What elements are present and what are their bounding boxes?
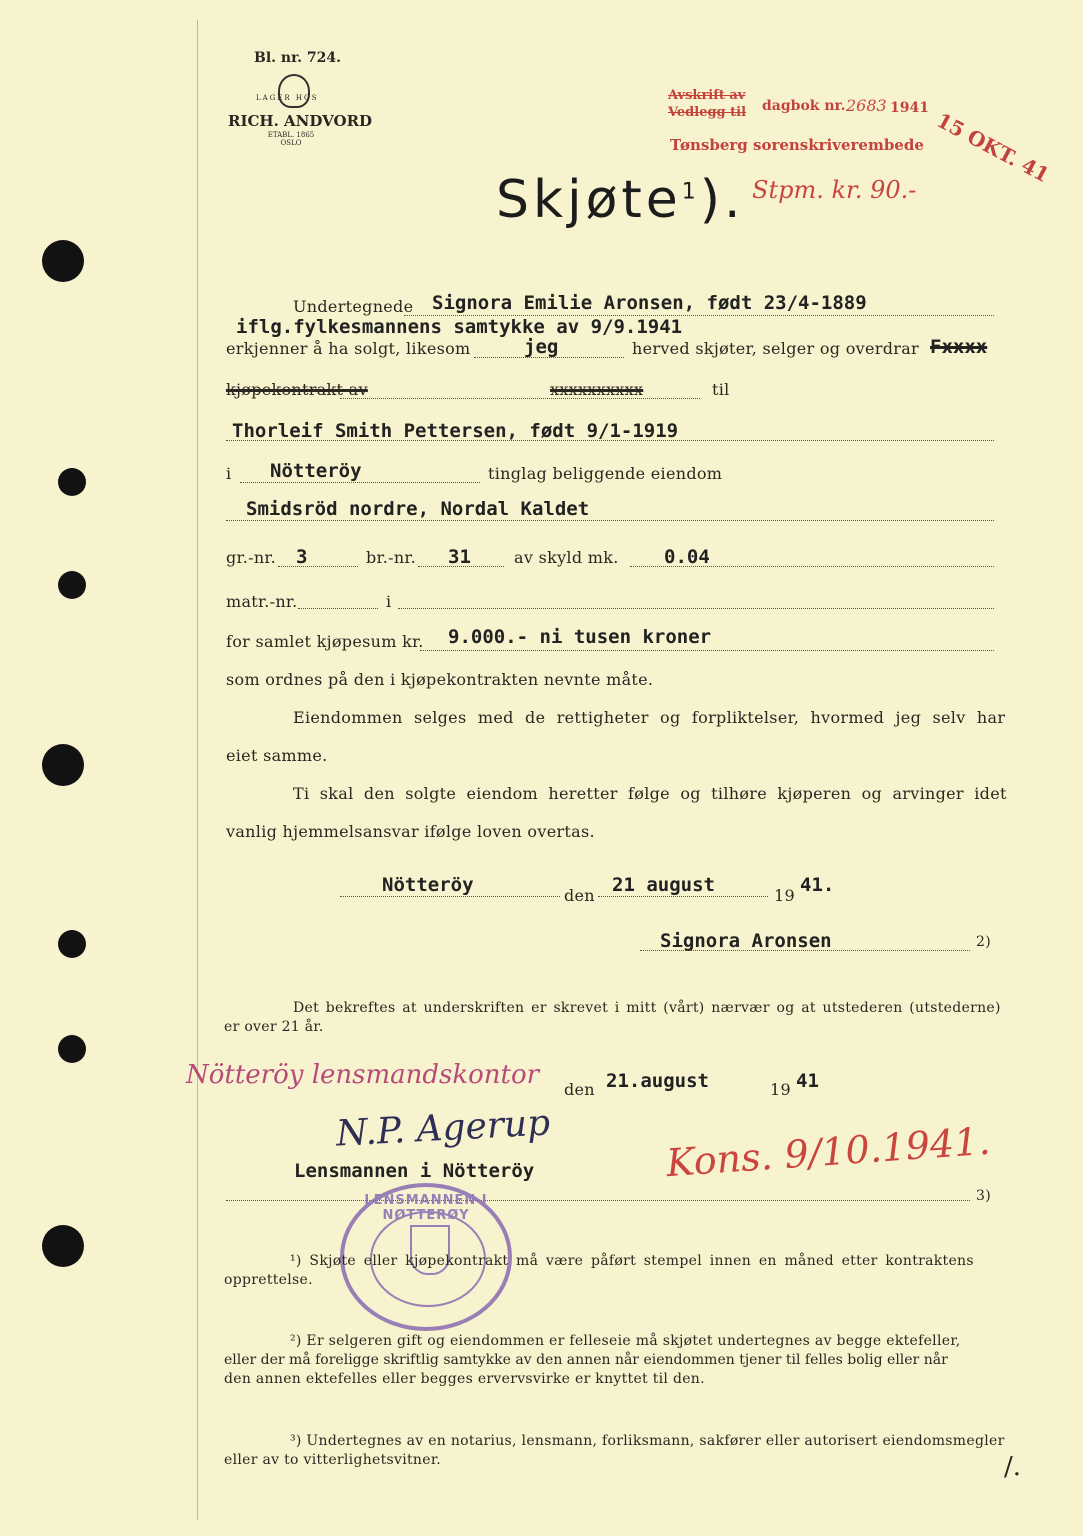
grnr: 3	[296, 546, 308, 568]
witness-footnote-mark: 3)	[976, 1188, 991, 1204]
buyer: Thorleif Smith Pettersen, født 9/1-1919	[232, 420, 679, 442]
registration-note: Kons. 9/10.1941.	[664, 1118, 992, 1186]
end-mark: /.	[1004, 1452, 1022, 1482]
grnr-label: gr.-nr.	[226, 548, 277, 567]
registration-stamp-line1b-crossed: Vedlegg til	[668, 105, 747, 120]
price: 9.000.- ni tusen kroner	[448, 626, 712, 648]
dotted-line	[398, 608, 994, 609]
footnote-2b: eller der må foreligge skriftlig samtykke av den annen når eiendommen tjener til felles bolig eller når	[224, 1352, 948, 1368]
signing-place: Nötteröy	[382, 874, 474, 896]
witness-text-b: er over 21 år.	[224, 1019, 324, 1035]
signing-den-label: den	[564, 886, 595, 905]
property: Smidsröd nordre, Nordal Kaldet	[246, 498, 590, 520]
title-close: ).	[699, 170, 745, 230]
dotted-line	[278, 566, 358, 567]
dotted-line	[598, 896, 768, 897]
dotted-line	[420, 650, 994, 651]
matrnr-label: matr.-nr.	[226, 592, 298, 611]
til-label: til	[712, 380, 730, 399]
printer-logo-icon	[278, 74, 310, 108]
price-label: for samlet kjøpesum kr.	[226, 632, 424, 651]
printer-small-top: LAGER HOS	[256, 94, 319, 102]
punch-hole	[58, 930, 86, 958]
footnote-2c: den annen ektefelles eller begges ervervsvirke er knyttet til den.	[224, 1371, 705, 1387]
pronoun: jeg	[524, 336, 559, 358]
footnote-3a: ³) Undertegnes av en notarius, lensmann, forliksmann, sakfører eller autorisert eiendomsmegler	[290, 1433, 1005, 1449]
form-number: Bl. nr. 724.	[254, 50, 342, 66]
title-text: Skjøte	[496, 170, 682, 230]
struck-kjopekontrakt: kjøpekontrakt av	[226, 380, 368, 399]
dotted-line	[240, 482, 480, 483]
brnr: 31	[448, 546, 471, 568]
witness-text-a: Det bekreftes at underskriften er skrevet i mitt (vårt) nærvær og at utstederen (utstederne)	[293, 1000, 1001, 1016]
dotted-line	[640, 950, 970, 951]
signing-footnote-mark: 2)	[976, 934, 991, 950]
consent: iflg.fylkesmannens samtykke av 9/9.1941	[236, 316, 683, 338]
fee-note: Stpm. kr. 90.-	[752, 176, 917, 204]
footnote-3b: eller av to vitterlighetsvitner.	[224, 1452, 442, 1468]
stamp-text: LENSMANNEN I NØTTERØY	[364, 1193, 488, 1223]
diary-date-mark: 15 OKT. 41	[932, 108, 1054, 188]
printer-small-bottom: ETABL. 1865 OSLO	[267, 131, 315, 147]
matr-i-label: i	[386, 592, 392, 611]
dotted-line	[340, 398, 700, 399]
struck-text-2: xxxxxxxxxx	[550, 380, 644, 399]
dotted-line	[226, 1200, 970, 1201]
dotted-line	[226, 440, 994, 441]
signing-year-suffix: 41.	[800, 874, 835, 896]
i-label: i	[226, 464, 232, 483]
tinglag-label: tinglag beliggende eiendom	[488, 464, 723, 483]
signing-year-prefix: 19	[774, 886, 795, 905]
paragraph-3a: Ti skal den solgte eiendom heretter følge og tilhøre kjøperen og arvinger idet	[293, 784, 1007, 803]
printer-name: RICH. ANDVORD	[228, 112, 373, 130]
brnr-label: br.-nr.	[366, 548, 417, 567]
municipality: Nötteröy	[270, 460, 362, 482]
margin-rule	[197, 20, 198, 1520]
registration-stamp-dagbok: dagbok nr.	[762, 98, 846, 114]
witness-year-prefix: 19	[770, 1080, 791, 1099]
dotted-line	[226, 520, 994, 521]
document-title	[496, 170, 745, 230]
punch-hole	[42, 1225, 84, 1267]
seller: Signora Emilie Aronsen, født 23/4-1889	[432, 292, 867, 314]
witness-signature: N.P. Agerup	[335, 1102, 552, 1155]
witness-place: Nötteröy lensmandskontor	[186, 1060, 540, 1090]
struck-text: Fxxxx	[930, 336, 988, 358]
title-footnote: 1	[681, 179, 700, 205]
dotted-line	[340, 896, 560, 897]
punch-hole	[58, 571, 86, 599]
diary-year: 1941	[890, 100, 929, 116]
punch-hole	[42, 240, 84, 282]
skyld: 0.04	[664, 546, 710, 568]
paragraph-1: som ordnes på den i kjøpekontrakten nevnte måte.	[226, 670, 654, 689]
witness-den-label: den	[564, 1080, 595, 1099]
erkjenner-label: erkjenner å ha solgt, likesom	[226, 339, 471, 358]
registration-stamp-line1-crossed: Avskrift av	[668, 88, 746, 103]
footnote-1b: opprettelse.	[224, 1272, 313, 1288]
registration-stamp-office: Tønsberg sorenskriverembede	[670, 136, 924, 154]
diary-number: 2683	[846, 96, 887, 115]
herved-label: herved skjøter, selger og overdrar	[632, 339, 919, 358]
footnote-1a: ¹) Skjøte eller kjøpekontrakt må være påført stempel innen en måned etter kontraktens	[290, 1253, 974, 1269]
witness-title: Lensmannen i Nötteröy	[294, 1160, 535, 1182]
undertegnede-label: Undertegnede	[293, 297, 414, 316]
footnote-2a: ²) Er selgeren gift og eiendommen er felleseie må skjøtet undertegnes av begge ektefeller,	[290, 1333, 961, 1349]
punch-hole	[58, 1035, 86, 1063]
seller-signature: Signora Aronsen	[660, 930, 832, 952]
paragraph-2b: eiet samme.	[226, 746, 328, 765]
paragraph-2a: Eiendommen selges med de rettigheter og forpliktelser, hvormed jeg selv har	[293, 708, 1006, 727]
witness-date: 21.august	[606, 1070, 709, 1092]
punch-hole	[58, 468, 86, 496]
witness-year-suffix: 41	[796, 1070, 819, 1092]
punch-hole	[42, 744, 84, 786]
signing-date: 21 august	[612, 874, 715, 896]
skyld-label: av skyld mk.	[514, 548, 619, 567]
dotted-line	[298, 608, 378, 609]
paragraph-3b: vanlig hjemmelsansvar ifølge loven overtas.	[226, 822, 595, 841]
